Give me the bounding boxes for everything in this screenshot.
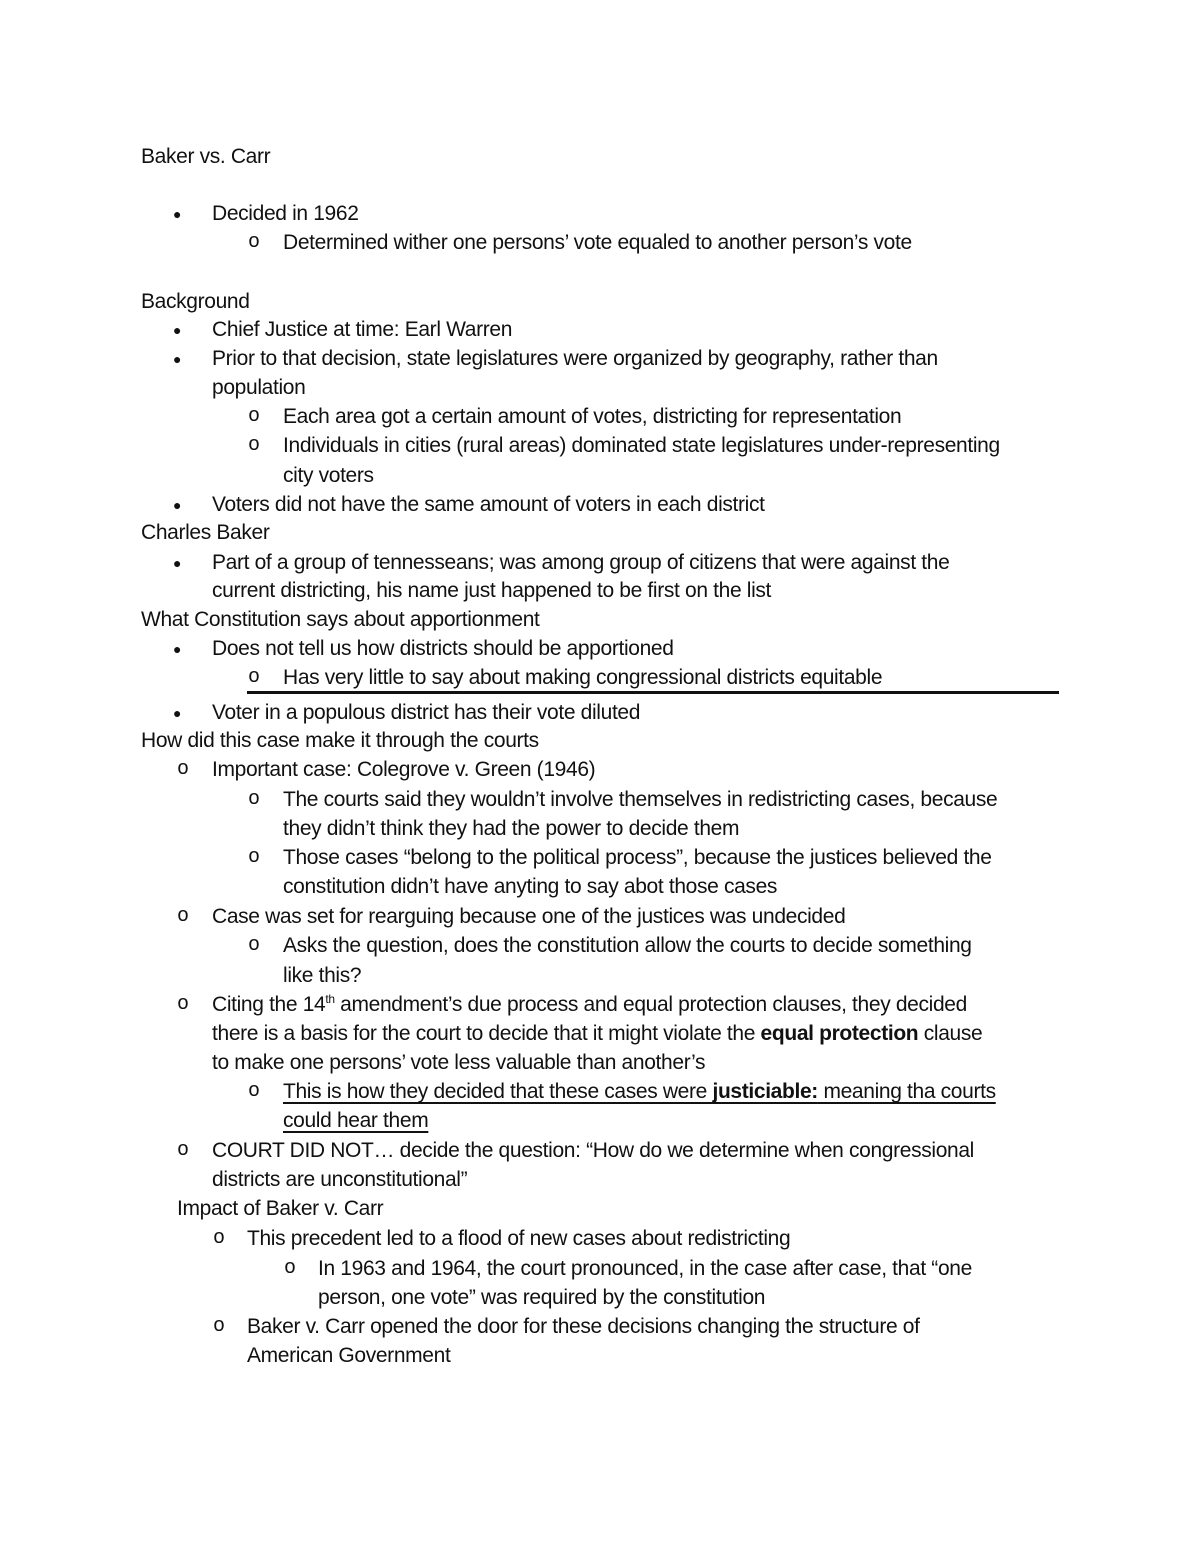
text-run: clause [918, 1022, 983, 1045]
list-item-continuation [212, 1020, 982, 1048]
circle-bullet-icon: o [177, 758, 190, 781]
text-run: Citing the 14 [212, 993, 326, 1016]
list-item-continuation: they didn’t think they had the power to decide them [283, 817, 740, 840]
list-item: Important case: Colegrove v. Green (1946) [212, 758, 596, 781]
circle-bullet-icon: o [177, 905, 190, 928]
section-heading: What Constitution says about apportionment [141, 608, 540, 631]
section-heading: Charles Baker [141, 521, 270, 544]
text-run: there is a basis for the court to decide that it might violate the [212, 1022, 761, 1045]
list-item: Determined wither one persons’ vote equaled to another person’s vote [283, 231, 912, 254]
list-item: Part of a group of tennesseans; was among group of citizens that were against the [212, 551, 950, 574]
list-item-continuation: current districting, his name just happened to be first on the list [212, 579, 772, 602]
list-item: Voter in a populous district has their vote diluted [212, 701, 641, 724]
list-item-continuation: districts are unconstitutional” [212, 1168, 468, 1191]
list-item-continuation: person, one vote” was required by the constitution [318, 1286, 766, 1309]
list-item: Prior to that decision, state legislatures were organized by geography, rather than [212, 347, 938, 370]
list-item-continuation: city voters [283, 464, 374, 487]
bullet-icon: ● [173, 351, 182, 367]
circle-bullet-icon: o [213, 1315, 226, 1338]
circle-bullet-icon: o [248, 846, 261, 869]
horizontal-rule [247, 691, 1059, 694]
circle-bullet-icon: o [248, 405, 261, 428]
bullet-icon: ● [173, 322, 182, 338]
bold-term: equal protection [760, 1022, 919, 1045]
list-item-continuation: to make one persons’ vote less valuable than another’s [212, 1051, 706, 1074]
circle-bullet-icon: o [284, 1257, 297, 1280]
circle-bullet-icon: o [248, 231, 261, 254]
circle-bullet-icon: o [248, 434, 261, 457]
list-item: In 1963 and 1964, the court pronounced, in the case after case, that “one [318, 1257, 972, 1280]
circle-bullet-icon: o [213, 1227, 226, 1250]
text-run: amendment’s due process and equal protection clauses, they decided [334, 993, 967, 1016]
list-item: Voters did not have the same amount of voters in each district [212, 493, 765, 516]
list-item [212, 991, 967, 1019]
list-item: Case was set for rearguing because one of the justices was undecided [212, 905, 846, 928]
document-title: Baker vs. Carr [141, 145, 271, 168]
section-heading: How did this case make it through the courts [141, 729, 539, 752]
list-item: Those cases “belong to the political process”, because the justices believed the [283, 846, 992, 869]
bold-term: justiciable: [712, 1080, 818, 1103]
bullet-icon: ● [173, 206, 182, 222]
section-heading: Impact of Baker v. Carr [177, 1197, 384, 1220]
list-item: Does not tell us how districts should be apportioned [212, 637, 674, 660]
text-run: This is how they decided that these cases were [283, 1080, 713, 1103]
list-item: Decided in 1962 [212, 202, 359, 225]
list-item: Each area got a certain amount of votes, districting for representation [283, 405, 902, 428]
list-item-continuation: constitution didn’t have anyting to say abot those cases [283, 875, 778, 898]
circle-bullet-icon: o [177, 993, 190, 1016]
list-item-continuation: American Government [247, 1344, 451, 1367]
circle-bullet-icon: o [248, 788, 261, 811]
bullet-icon: ● [173, 705, 182, 721]
list-item: Individuals in cities (rural areas) dominated state legislatures under-representing [283, 434, 1000, 457]
section-heading: Background [141, 290, 250, 313]
bullet-icon: ● [173, 555, 182, 571]
list-item-continuation: like this? [283, 964, 362, 987]
list-item: Has very little to say about making congressional districts equitable [283, 666, 883, 689]
underlined-item-continuation: could hear them [283, 1109, 429, 1132]
underlined-item [283, 1078, 996, 1106]
list-item: Asks the question, does the constitution allow the courts to decide something [283, 934, 972, 957]
bullet-icon: ● [173, 497, 182, 513]
list-item-continuation: population [212, 376, 306, 399]
text-run: meaning tha courts [817, 1080, 996, 1103]
list-item: COURT DID NOT… decide the question: “How do we determine when congressional [212, 1139, 974, 1162]
circle-bullet-icon: o [248, 934, 261, 957]
list-item: The courts said they wouldn’t involve themselves in redistricting cases, because [283, 788, 998, 811]
list-item: Chief Justice at time: Earl Warren [212, 318, 513, 341]
list-item: Baker v. Carr opened the door for these decisions changing the structure of [247, 1315, 920, 1338]
bullet-icon: ● [173, 641, 182, 657]
superscript: th [325, 992, 335, 1006]
circle-bullet-icon: o [177, 1139, 190, 1162]
circle-bullet-icon: o [248, 1080, 261, 1103]
list-item: This precedent led to a flood of new cases about redistricting [247, 1227, 791, 1250]
circle-bullet-icon: o [248, 666, 261, 689]
